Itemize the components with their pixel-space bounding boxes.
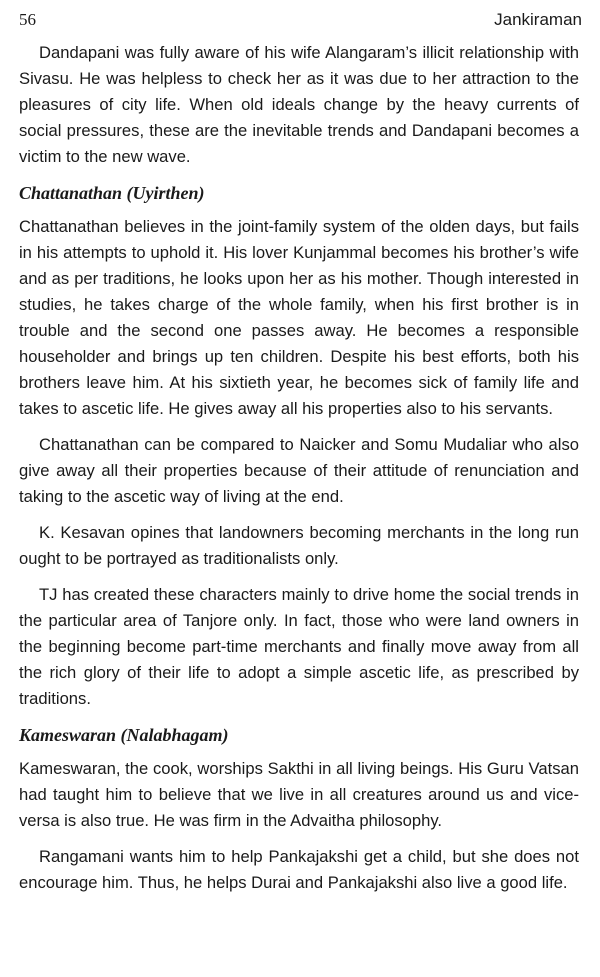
paragraph-kesavan: K. Kesavan opines that landowners becoming merchants in the long run ought to be portrayed as traditionalists only. (19, 523, 579, 568)
running-head: Jankiraman (494, 10, 582, 29)
page-number: 56 (19, 10, 36, 29)
section-heading-chattanathan: Chattanathan (Uyirthen) (19, 183, 205, 203)
paragraph-kameswaran: Kameswaran, the cook, worships Sakthi in all living beings. His Guru Vatsan had taught him to believe that we live in all creatures around us and vice-versa is also true. He was firm in the Advaitha philosophy. (19, 759, 579, 830)
paragraph-rangamani: Rangamani wants him to help Pankajakshi get a child, but she does not encourage him. Thus, he helps Durai and Pankajakshi also live a good life. (19, 847, 579, 892)
paragraph-tj-characters: TJ has created these characters mainly to drive home the social trends in the particular area of Tanjore only. In fact, those who were land owners in the beginning become part-time merchants and finally move away from all the rich glory of their life to adopt a simple ascetic life, as prescribed by traditions. (19, 585, 579, 708)
paragraph-chattanathan: Chattanathan believes in the joint-family system of the olden days, but fails in his attempts to uphold it. His lover Kunjammal becomes his brother’s wife and as per traditions, he looks upon her as his mother. Though interested in studies, he takes charge of the whole family, when his first brother is in trouble and the second one passes away. He becomes a responsible householder and brings up ten children. Despite his best efforts, both his brothers leave him. At his sixtieth year, he becomes sick of family life and takes to ascetic life. He gives away all his properties also to his servants. (19, 217, 579, 418)
page-header (19, 10, 582, 34)
paragraph-comparison: Chattanathan can be compared to Naicker and Somu Mudaliar who also give away all their properties because of their attitude of renunciation and taking to the ascetic way of living at the end. (19, 435, 579, 506)
paragraph-dandapani: Dandapani was fully aware of his wife Alangaram’s illicit relationship with Sivasu. He was helpless to check her as it was due to her attraction to the pleasures of city life. When old ideals change by the heavy currents of social pressures, these are the inevitable trends and Dandapani becomes a victim to the new wave. (19, 43, 579, 166)
section-heading-kameswaran: Kameswaran (Nalabhagam) (19, 725, 229, 745)
body-text (19, 40, 579, 906)
